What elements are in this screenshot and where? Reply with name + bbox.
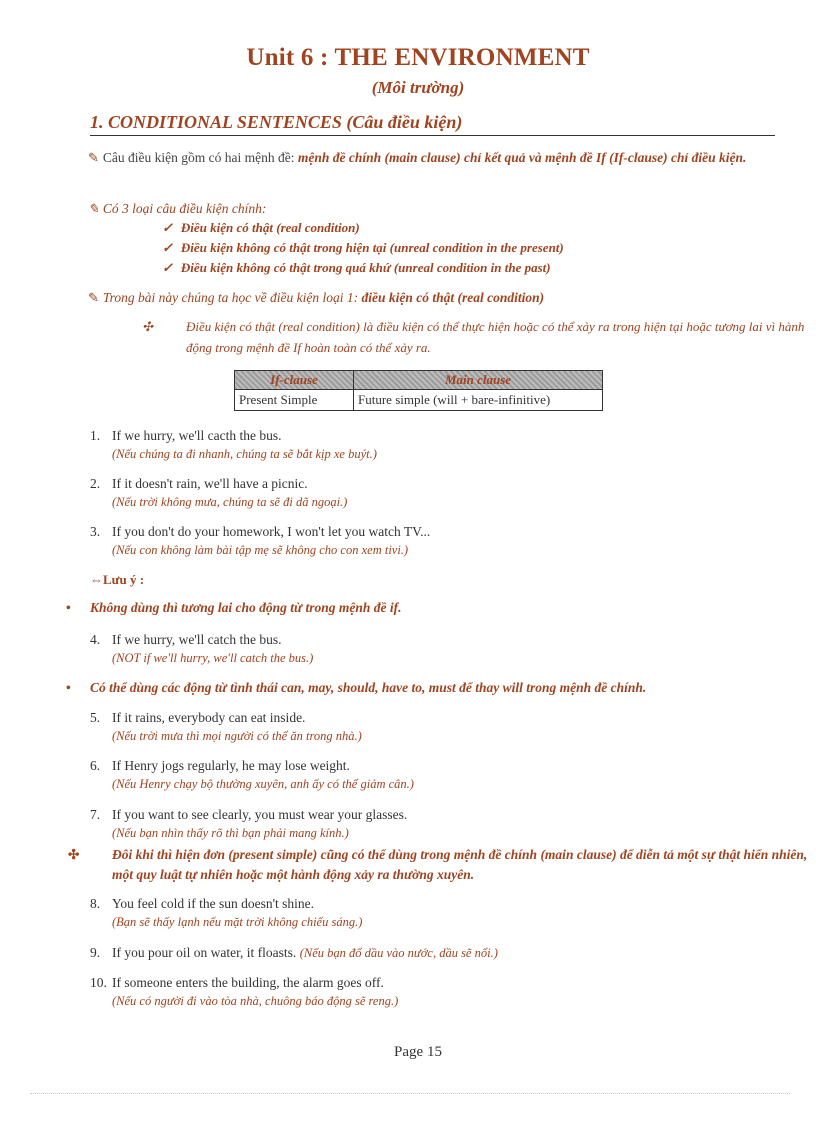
example-item: 1. If we hurry, we'll cacth the bus. (Nếu chúng ta đi nhanh, chúng ta sẽ bắt kịp xe buýt.): [90, 428, 377, 461]
double-arrow-icon: ⇔: [90, 572, 103, 587]
list-item: ✓ Điều kiện không có thật trong hiện tại (unreal condition in the present): [162, 240, 564, 255]
pencil-icon: ✎: [88, 150, 99, 165]
checkmark-icon: ✓: [162, 260, 173, 275]
real-condition-note: ✣ Điều kiện có thật (real condition) là điều kiện có thể thực hiện hoặc có thể xảy ra trong hiện tại hoặc tương lai vì hành động trong mệnh đề If hoàn toàn có thể xảy ra.: [164, 316, 806, 358]
intro-paragraph-1: ✎ Câu điều kiện gồm có hai mệnh đề: mệnh đề chính (main clause) chỉ kết quả và mệnh đề If (If-clause) chỉ điều kiện.: [88, 150, 747, 165]
rule-item: • Có thể dùng các động từ tình thái can, may, should, have to, must để thay will trong mệnh đề chính.: [66, 678, 786, 698]
page-subtitle: (Môi trường): [371, 78, 465, 97]
example-item: 4. If we hurry, we'll catch the bus. (NOT if we'll hurry, we'll catch the bus.): [90, 632, 314, 665]
structure-table: [234, 370, 603, 411]
example-item: 6. If Henry jogs regularly, he may lose weight. (Nếu Henry chạy bộ thường xuyên, anh ấy có thể giảm cân.): [90, 758, 414, 791]
page-number: Page 15: [394, 1044, 442, 1060]
intro-paragraph-3: ✎ Trong bài này chúng ta học về điều kiện loại 1: điều kiện có thật (real condition): [88, 290, 545, 305]
footer-divider: [30, 1093, 790, 1094]
bullet-dot-icon: •: [66, 600, 71, 615]
page-title: Unit 6 : THE ENVIRONMENT: [246, 44, 590, 71]
list-item: ✓ Điều kiện không có thật trong quá khứ (unreal condition in the past): [162, 260, 551, 275]
table-header-if-clause: If-clause: [235, 371, 354, 390]
example-item: 2. If it doesn't rain, we'll have a picnic. (Nếu trời không mưa, chúng ta sẽ đi dã ngoại.): [90, 476, 348, 509]
bullet-dot-icon: •: [66, 680, 71, 695]
table-row: [235, 390, 603, 411]
checkmark-icon: ✓: [162, 240, 173, 255]
rule-item: ✣ Đôi khi thì hiện đơn (present simple) cũng có thể dùng trong mệnh đề chính (main clause) để diễn tả một sự thật hiển nhiên, một quy luật tự nhiên hoặc một hành động xảy ra thường xuyên.: [68, 847, 808, 882]
table-header-main-clause: Main clause: [354, 371, 603, 390]
example-item: 10. If someone enters the building, the alarm goes off. (Nếu có người đi vào tòa nhà, chuông báo động sẽ reng.): [90, 975, 399, 1008]
example-item: 7. If you want to see clearly, you must wear your glasses. (Nếu bạn nhìn thấy rõ thì bạn phải mang kính.): [90, 807, 408, 840]
star-bullet-icon: ✣: [142, 319, 153, 334]
note-heading: ⇔Lưu ý :: [90, 572, 145, 587]
section-heading: 1. CONDITIONAL SENTENCES (Câu điều kiện): [90, 112, 775, 136]
pencil-icon: ✎: [88, 201, 99, 216]
table-cell: Future simple (will + bare-infinitive): [354, 390, 603, 411]
example-item: 5. If it rains, everybody can eat inside. (Nếu trời mưa thì mọi người có thể ăn trong nhà.): [90, 710, 362, 743]
intro-paragraph-2: ✎ Có 3 loại câu điều kiện chính:: [88, 201, 267, 216]
example-item: 9. If you pour oil on water, it floasts. (Nếu bạn đổ dầu vào nước, dầu sẽ nổi.): [90, 945, 498, 960]
table-cell: Present Simple: [235, 390, 354, 411]
pencil-icon: ✎: [88, 290, 99, 305]
rule-item: • Không dùng thì tương lai cho động từ trong mệnh đề if.: [66, 598, 786, 618]
example-item: 8. You feel cold if the sun doesn't shine. (Bạn sẽ thấy lạnh nếu mặt trời không chiếu sáng.): [90, 896, 363, 929]
checkmark-icon: ✓: [162, 220, 173, 235]
star-bullet-icon: ✣: [68, 847, 80, 862]
list-item: ✓ Điều kiện có thật (real condition): [162, 220, 360, 235]
example-item: 3. If you don't do your homework, I won't let you watch TV... (Nếu con không làm bài tập mẹ sẽ không cho con xem tivi.): [90, 524, 431, 557]
